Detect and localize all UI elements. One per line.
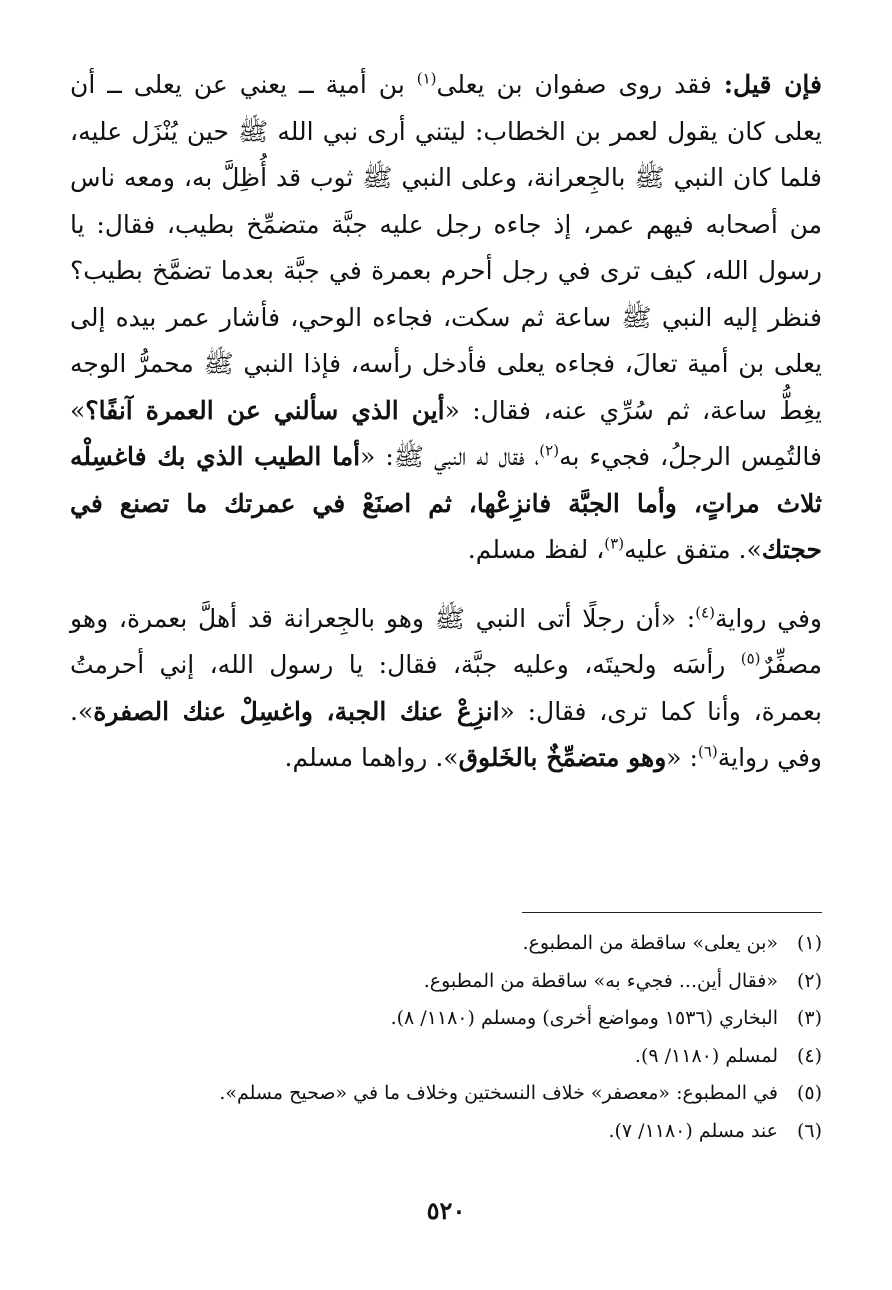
page-number: ٥٢٠: [426, 1196, 466, 1225]
text-segment: بن أمية ــ يعني عن يعلى ــ أن يعلى كان يقول لعمر بن الخطاب: ليتني أرى نبي الله ﷺ حين يُنْزَل عليه، فلما كان النبي ﷺ بالجِعرانة، وعلى النبي ﷺ ثوب قد أُظِلَّ به، ومعه ناس من أصحابه فيهم عمر، إذ جاءه رجل عليه جبَّة متضمِّخ بطيب، فقال: يا رسول الله، كيف ترى في رجل أحرم بعمرة في جبَّة بعدما تضمَّخ بطيب؟ فنظر إليه النبي ﷺ ساعة ثم سكت، فجاءه الوحي، فأشار عمر بيده إلى يعلى بن أمية تعالَ، فجاءه يعلى فأدخل رأسه، فإذا النبي ﷺ محمرُّ الوجه يغِطُّ ساعة، ثم سُرِّي عنه، فقال: «: [70, 70, 822, 425]
footnote-number: (٢): [796, 969, 822, 992]
paragraph-2: [70, 596, 822, 782]
text-segment: ، فقال له النبي ﷺ: «: [360, 442, 540, 471]
paragraph-1: [70, 62, 822, 574]
text-segment: : «أن رجلًا أتى النبي ﷺ وهو بالجِعرانة قد أهلَّ بعمرة، وهو مصفِّرٌ: [70, 603, 822, 679]
footnote-ref-4: (٤): [695, 603, 715, 622]
footnote-ref-5: (٥): [740, 649, 761, 668]
footnote-item: [70, 925, 822, 963]
text-segment: فقد روى صفوان بن يعلى: [436, 70, 724, 99]
footnote-text: «فقال أين... فجيء به» ساقطة من المطبوع.: [423, 969, 778, 992]
text-segment: ، لفظ مسلم.: [467, 535, 605, 564]
footnote-text: البخاري (١٥٣٦ ومواضع أخرى) ومسلم (١١٨٠/ ٨).: [390, 1007, 778, 1029]
footnote-number: (٤): [796, 1044, 822, 1067]
footnote-text: في المطبوع: «معصفر» خلاف النسختين وخلاف ما في «صحيح مسلم».: [219, 1082, 778, 1104]
footnote-text: «بن يعلى» ساقطة من المطبوع.: [522, 932, 778, 954]
hadith-quote-bold: انزِعْ عنك الجبة، واغسِلْ عنك الصفرة: [93, 696, 500, 726]
footnote-ref-2: (٢): [539, 441, 560, 460]
footnote-item: [70, 1038, 822, 1076]
text-segment: ». متفق عليه: [624, 535, 762, 564]
main-text: [70, 62, 822, 782]
footnote-text: لمسلم (١١٨٠/ ٩).: [634, 1044, 778, 1067]
footnote-item: [70, 1075, 822, 1113]
footnote-item: [70, 963, 822, 1001]
footnote-number: (٦): [796, 1119, 822, 1142]
hadith-quote-bold: أما الطيب الذي بك فاغسِلْه ثلاث مراتٍ، وأما الجبَّة فانزِعْها، ثم اصنَعْ في عمرتك ما تصنع في حجتك: [70, 442, 822, 564]
hadith-quote-bold: أين الذي سألني عن العمرة آنفًا؟: [85, 395, 445, 425]
footnote-text: عند مسلم (١١٨٠/ ٧).: [608, 1119, 778, 1142]
footnote-ref-6: (٦): [697, 742, 718, 761]
footnote-number: (٥): [796, 1082, 822, 1104]
footnote-item: [70, 1000, 822, 1038]
question-label: فإن قيل:: [723, 70, 822, 99]
text-segment: رأسَه ولحيتَه، وعليه جبَّة، فقال: يا رسول الله، إني أحرمتُ بعمرة، وأنا كما ترى، فقال: «: [70, 650, 822, 726]
footnote-item: [70, 1113, 822, 1151]
footnote-ref-1: (١): [416, 69, 437, 88]
text-segment: ». رواهما مسلم.: [284, 743, 459, 772]
footnote-ref-3: (٣): [604, 534, 625, 553]
text-segment: : «: [666, 743, 698, 772]
footnotes-list: [70, 925, 822, 1150]
footnote-number: (١): [796, 932, 822, 954]
hadith-quote-bold: وهو متضمِّخٌ بالخَلوق: [458, 743, 667, 772]
text-segment: ». وفي رواية: [70, 696, 822, 772]
footnote-number: (٣): [796, 1007, 822, 1029]
footnote-separator: [522, 912, 822, 913]
text-segment: » فالتُمِس الرجلُ، فجيء به: [70, 395, 822, 471]
text-segment: وفي رواية: [714, 603, 822, 633]
